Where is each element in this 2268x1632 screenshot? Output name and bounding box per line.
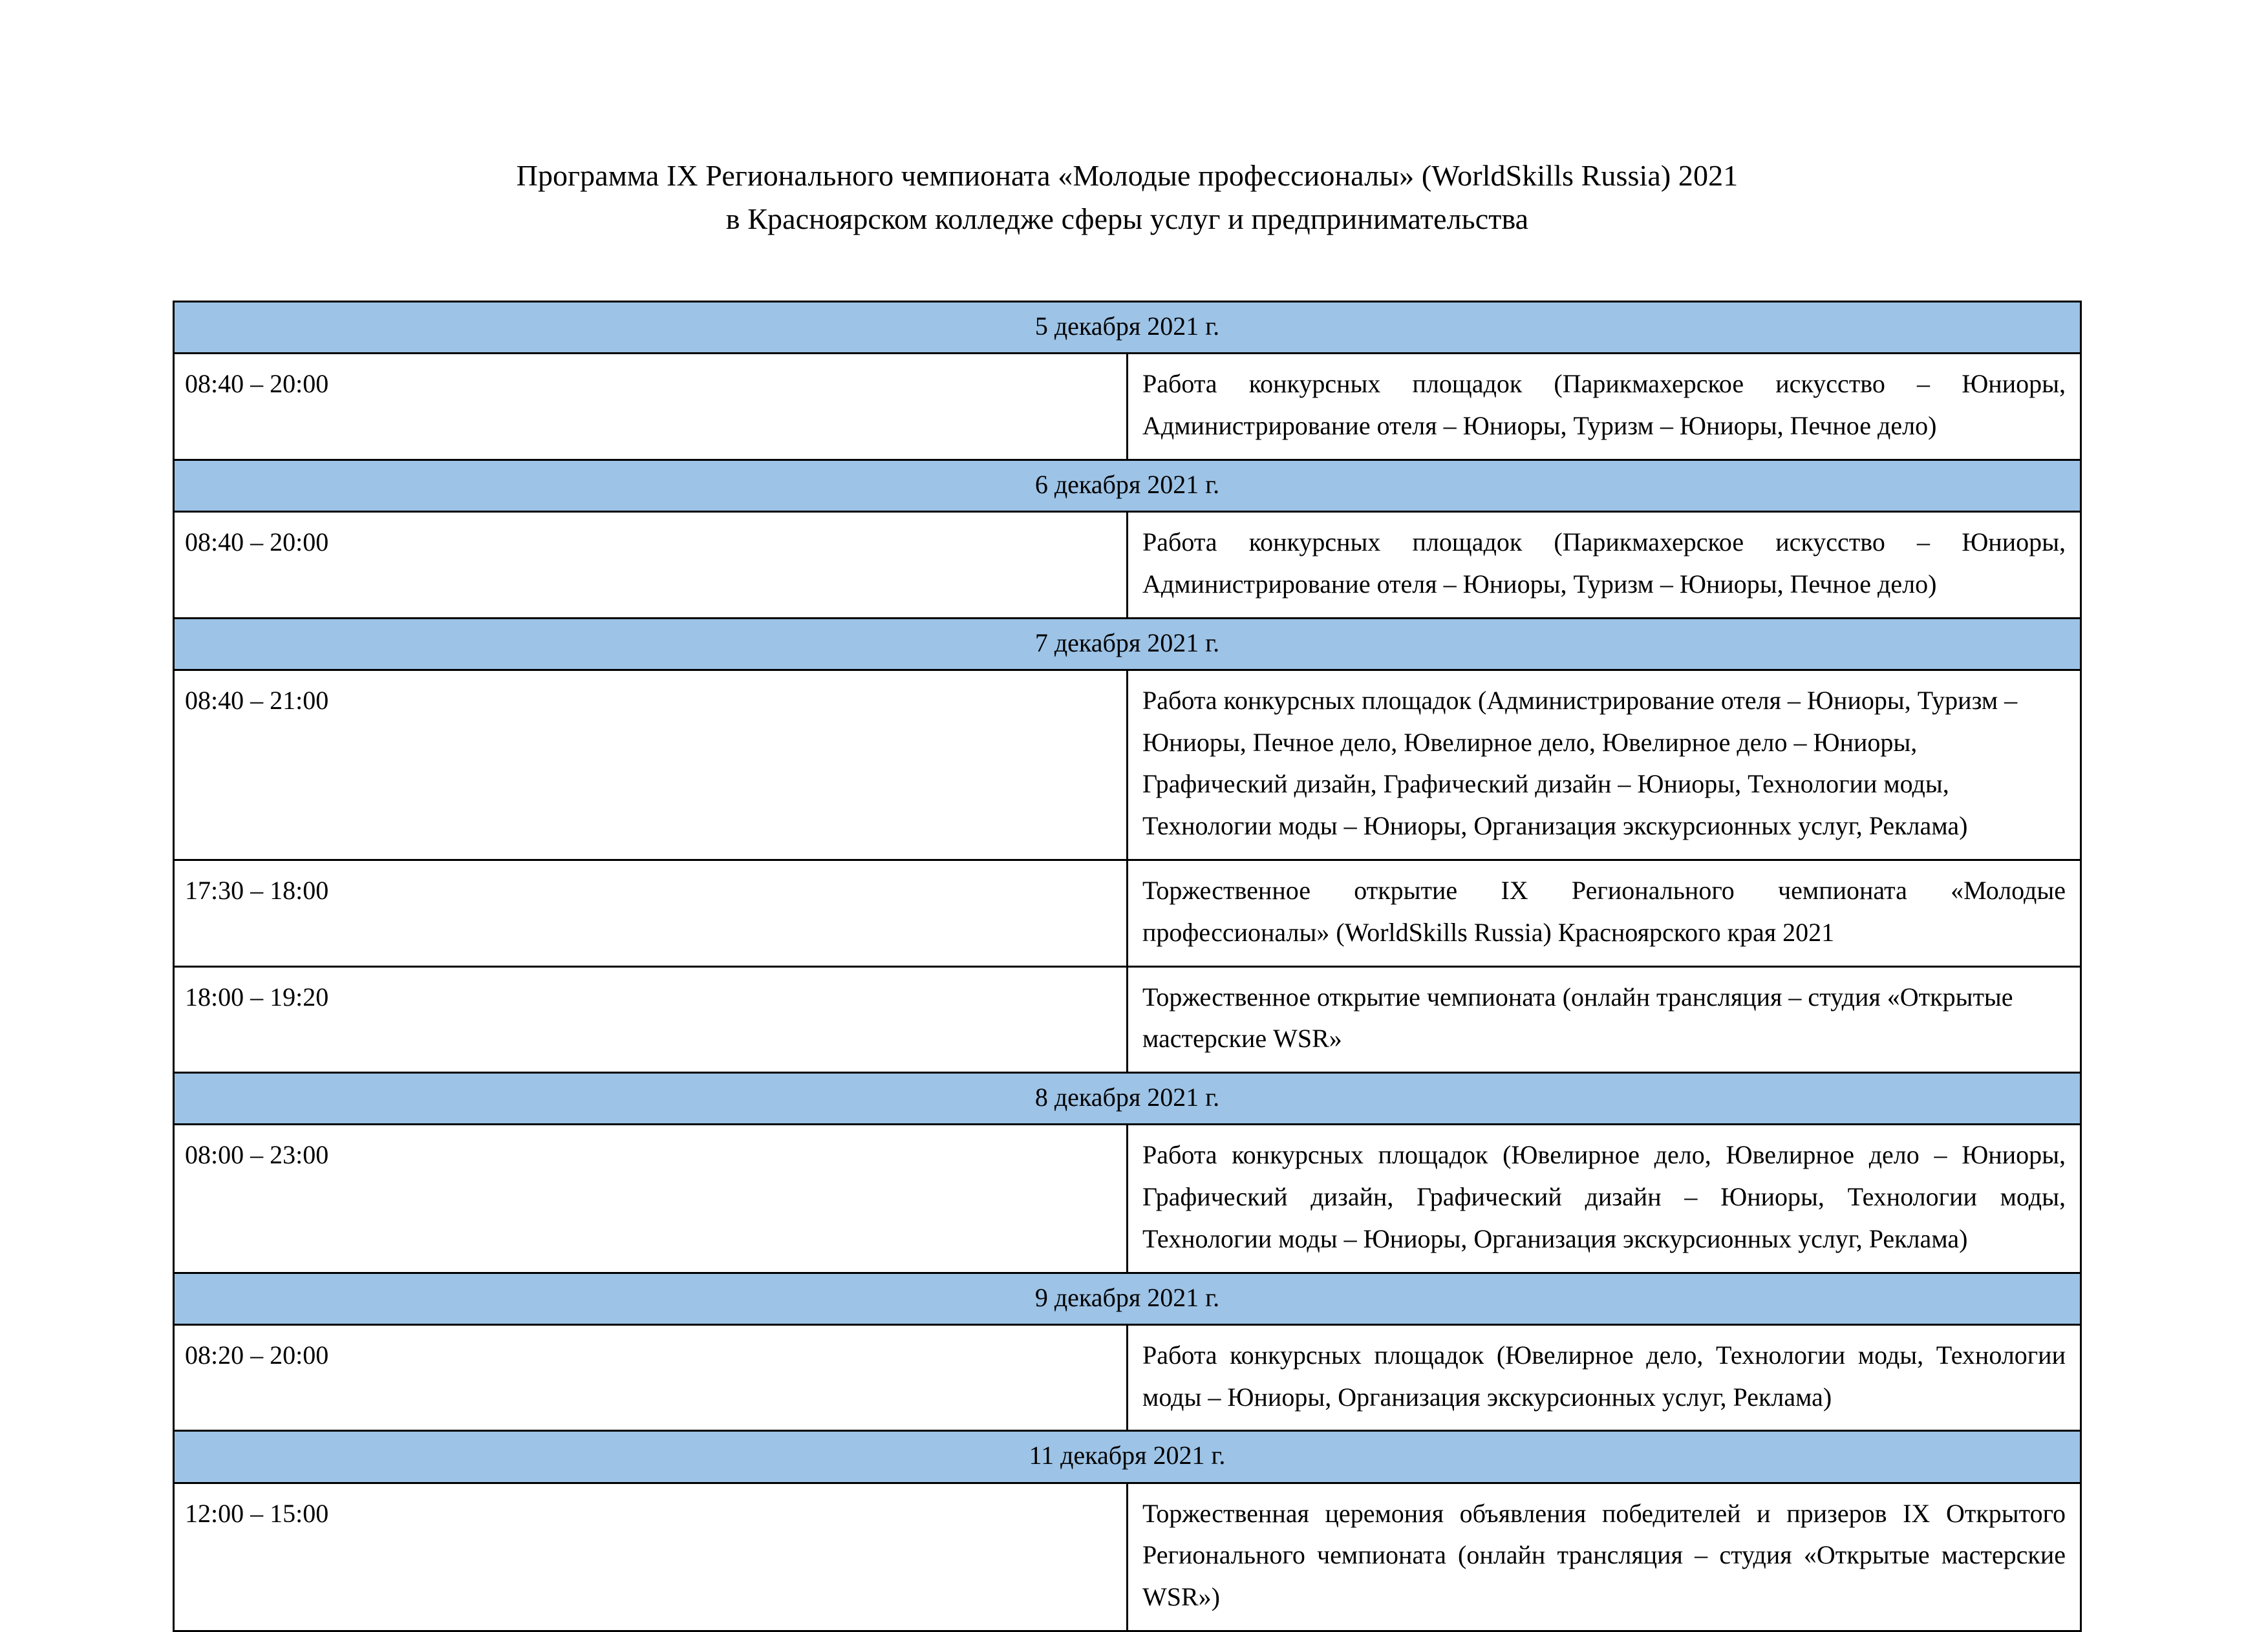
table-row — [174, 354, 2081, 460]
event-time-cell: 08:40 – 20:00 — [174, 511, 1128, 618]
date-header-cell: 5 декабря 2021 г. — [174, 302, 2081, 354]
table-row — [174, 1125, 2081, 1273]
date-header-cell: 7 декабря 2021 г. — [174, 618, 2081, 670]
event-time-cell: 17:30 – 18:00 — [174, 860, 1128, 966]
date-header-row — [174, 1073, 2081, 1125]
event-description-cell: Работа конкурсных площадок (Ювелирное дело, Технологии моды, Технологии моды – Юниоры, Организация экскурсионных услуг, Реклама) — [1128, 1324, 2081, 1431]
table-row — [174, 860, 2081, 966]
event-time-cell: 08:00 – 23:00 — [174, 1125, 1128, 1273]
date-header-cell: 11 декабря 2021 г. — [174, 1431, 2081, 1483]
date-header-cell: 6 декабря 2021 г. — [174, 460, 2081, 511]
event-time-cell: 18:00 – 19:20 — [174, 966, 1128, 1073]
date-header-row — [174, 1431, 2081, 1483]
date-header-cell: 8 декабря 2021 г. — [174, 1073, 2081, 1125]
table-row — [174, 511, 2081, 618]
event-time-cell: 08:20 – 20:00 — [174, 1324, 1128, 1431]
event-time-cell: 08:40 – 20:00 — [174, 354, 1128, 460]
date-header-row — [174, 618, 2081, 670]
date-header-row — [174, 1273, 2081, 1324]
event-description-cell: Работа конкурсных площадок (Парикмахерское искусство – Юниоры, Администрирование отеля – Юниоры, Туризм – Юниоры, Печное дело) — [1128, 354, 2081, 460]
event-time-cell: 08:40 – 21:00 — [174, 670, 1128, 860]
date-header-row — [174, 460, 2081, 511]
table-row — [174, 1483, 2081, 1631]
date-header-cell: 9 декабря 2021 г. — [174, 1273, 2081, 1324]
event-description-cell: Торжественная церемония объявления победителей и призеров IX Открытого Регионального чемпионата (онлайн трансляция – студия «Открытые мастерские WSR») — [1128, 1483, 2081, 1631]
event-time-cell: 12:00 – 15:00 — [174, 1483, 1128, 1631]
schedule-table — [173, 301, 2082, 1632]
table-row — [174, 1324, 2081, 1431]
page-title — [173, 154, 2082, 240]
event-description-cell: Работа конкурсных площадок (Администрирование отеля – Юниоры, Туризм – Юниоры, Печное дело, Ювелирное дело, Ювелирное дело – Юниоры, Графический дизайн, Графический дизайн – Юниоры, Технологии моды, Технологии моды – Юниоры, Организация экскурсионных услуг, Реклама) — [1128, 670, 2081, 860]
event-description-cell: Торжественное открытие IX Регионального чемпионата «Молодые профессионалы» (WorldSkills Russia) Красноярского края 2021 — [1128, 860, 2081, 966]
event-description-cell: Торжественное открытие чемпионата (онлайн трансляция – студия «Открытые мастерские WSR» — [1128, 966, 2081, 1073]
event-description-cell: Работа конкурсных площадок (Парикмахерское искусство – Юниоры, Администрирование отеля – Юниоры, Туризм – Юниоры, Печное дело) — [1128, 511, 2081, 618]
page-title-line-1: Программа IX Регионального чемпионата «Молодые профессионалы» (WorldSkills Russia) 2021 — [516, 159, 1738, 192]
date-header-row — [174, 302, 2081, 354]
event-description-cell: Работа конкурсных площадок (Ювелирное дело, Ювелирное дело – Юниоры, Графический дизайн, Графический дизайн – Юниоры, Технологии моды, Технологии моды – Юниоры, Организация экскурсионных услуг, Реклама) — [1128, 1125, 2081, 1273]
page-title-line-2: в Красноярском колледже сферы услуг и предпринимательства — [725, 202, 1529, 236]
table-row — [174, 670, 2081, 860]
table-row — [174, 966, 2081, 1073]
schedule-table-body — [174, 302, 2081, 1631]
